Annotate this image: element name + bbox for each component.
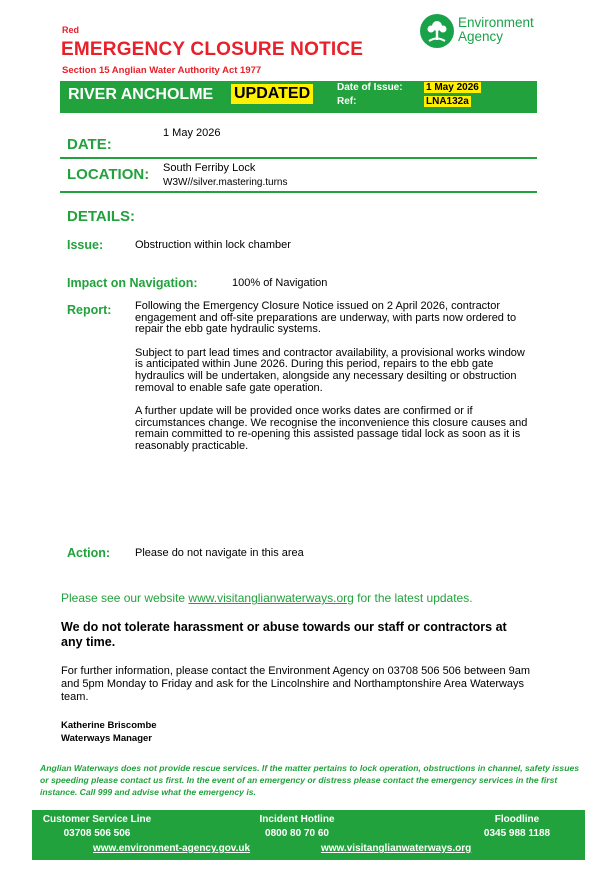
issue-date-value: 1 May 2026 xyxy=(426,82,479,93)
logo-line-2: Agency xyxy=(458,29,504,44)
website-link[interactable]: www.visitanglianwaterways.org xyxy=(188,591,354,605)
floodline-number: 0345 988 1188 xyxy=(483,828,551,839)
environment-agency-logo xyxy=(420,14,550,54)
details-heading: DETAILS: xyxy=(67,208,136,225)
divider xyxy=(60,157,537,159)
reference-value: LNA132a xyxy=(426,96,469,107)
divider xyxy=(60,191,537,193)
incident-hotline-label: Incident Hotline xyxy=(259,814,335,825)
customer-service-block xyxy=(32,813,162,841)
what3words-address: W3W//silver.mastering.turns xyxy=(163,177,288,188)
location-label: LOCATION: xyxy=(67,166,150,183)
issue-value: Obstruction within lock chamber xyxy=(135,239,291,251)
notice-title: EMERGENCY CLOSURE NOTICE xyxy=(61,39,364,60)
harassment-statement: We do not tolerate harassment or abuse towards our staff or contractors at any time. xyxy=(61,620,507,649)
report-paragraph: A further update will be provided once works dates are confirmed or if circumstances change. We recognise the inconvenience this closure causes and remain committed to re-opening this assisted passage tidal lock as soon as it is reasonably practicable. xyxy=(135,405,528,452)
severity-level: Red xyxy=(62,25,80,35)
contact-footer xyxy=(32,810,585,860)
action-label: Action: xyxy=(67,546,111,560)
website-prefix: Please see our website xyxy=(61,591,189,605)
contact-information: For further information, please contact the Environment Agency on 03708 506 506 between 9am and 5pm Monday to Friday and ask for the Lincolnshire and Northamptonshire Area Waterways team. xyxy=(61,665,531,703)
legislation-reference: Section 15 Anglian Water Authority Act 1977 xyxy=(62,65,262,76)
river-banner xyxy=(60,81,537,113)
environment-agency-link[interactable]: www.environment-agency.gov.uk xyxy=(93,843,251,854)
signatory-name: Katherine Briscombe xyxy=(61,720,157,731)
action-value: Please do not navigate in this area xyxy=(135,547,304,559)
reference-label: Ref: xyxy=(337,96,357,107)
floodline-block xyxy=(452,813,582,841)
customer-service-label: Customer Service Line xyxy=(42,814,152,825)
rescue-disclaimer: Anglian Waterways does not provide rescue services. If the matter pertains to lock operation, obstructions in channel, safety issues or speeding please contact us first. In the event of an emergency or distress please contact the emergency services in the first instance. Call 999 and advise what the emergency is. xyxy=(40,763,580,797)
report-body xyxy=(135,301,535,465)
date-value: 1 May 2026 xyxy=(163,127,221,139)
floodline-label: Floodline xyxy=(494,814,540,825)
report-paragraph: Subject to part lead times and contractor availability, a provisional works window is anticipated within June 2026. During this period, repairs to the ebb gate hydraulics will be undertaken, alongside any necessary desilting or obstruction removal to enable safe gate operation. xyxy=(135,346,525,394)
website-suffix: for the latest updates. xyxy=(353,591,473,605)
report-paragraph: Following the Emergency Closure Notice issued on 2 April 2026, contractor engagement and off-site preparations are underway, with parts now ordered to repair the ebb gate hydraulic systems. xyxy=(135,300,517,336)
river-name: RIVER ANCHOLME xyxy=(68,86,214,103)
logo-wordmark xyxy=(458,16,534,44)
location-value: South Ferriby Lock xyxy=(163,162,256,174)
issue-date-label: Date of Issue: xyxy=(337,82,403,93)
visit-anglian-waterways-link[interactable]: www.visitanglianwaterways.org xyxy=(321,843,472,854)
date-label: DATE: xyxy=(67,136,112,153)
signatory-role: Waterways Manager xyxy=(61,733,152,744)
report-label: Report: xyxy=(67,303,112,317)
impact-label: Impact on Navigation: xyxy=(67,276,198,290)
logo-line-1: Environment xyxy=(458,15,534,30)
impact-value: 100% of Navigation xyxy=(232,277,328,289)
incident-hotline-block xyxy=(237,813,357,841)
website-notice xyxy=(61,591,473,605)
tree-icon xyxy=(420,14,454,48)
status-badge: UPDATED xyxy=(231,84,313,104)
customer-service-number: 03708 506 506 xyxy=(63,828,131,839)
issue-label: Issue: xyxy=(67,238,104,252)
incident-hotline-number: 0800 80 70 60 xyxy=(265,828,329,839)
